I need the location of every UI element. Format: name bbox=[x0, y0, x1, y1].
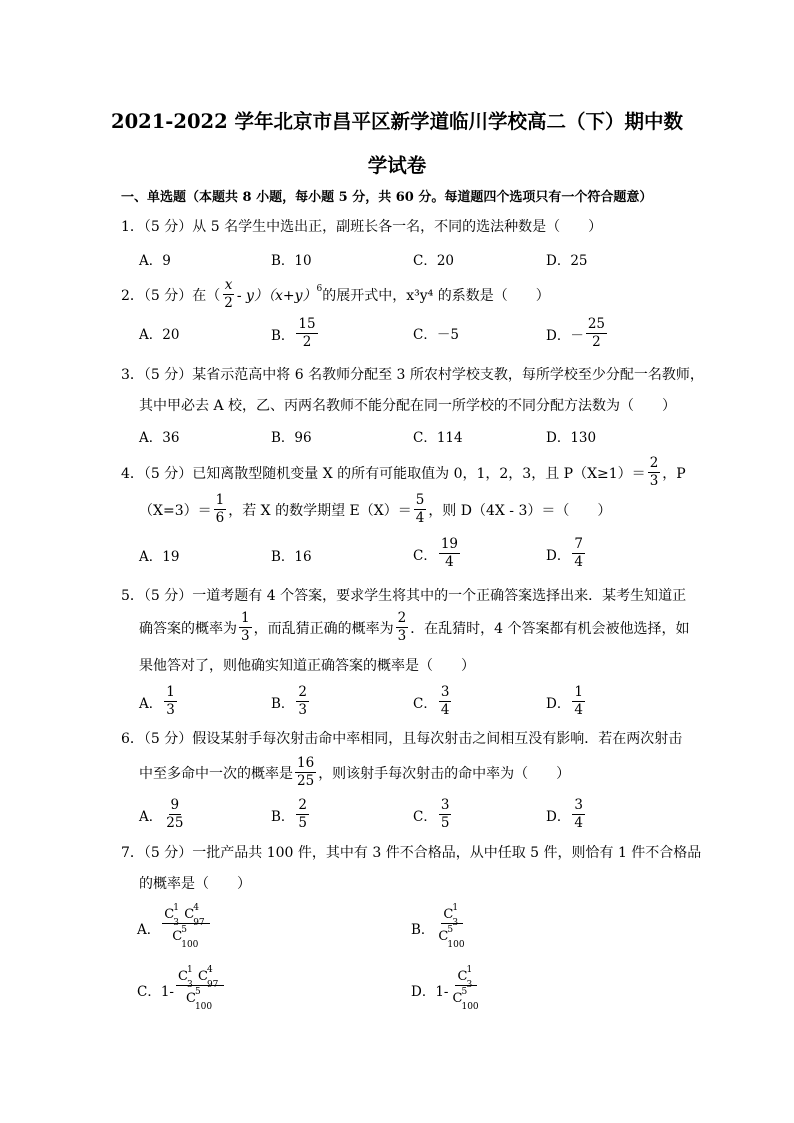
q7-d-fraction: C 1 3 C 5 100 bbox=[452, 965, 479, 1012]
q7-b-fraction: C 1 3 C 5 100 bbox=[438, 903, 465, 950]
q1-option-c: C．20 bbox=[413, 253, 455, 269]
title-line-2: 学试卷 bbox=[367, 154, 427, 177]
q4-option-a: A．19 bbox=[139, 549, 180, 565]
page-title bbox=[90, 100, 704, 188]
q1-option-a: A．9 bbox=[139, 253, 171, 269]
q5-option-d: D． $\frac{1}{4}$ bbox=[546, 684, 583, 718]
q1-option-b: B．10 bbox=[271, 253, 312, 269]
q1-option-d: D．25 bbox=[546, 253, 588, 269]
question-6-line-1: 6．（5 分）假设某射手每次射击命中率相同，且每次射击之间相互没有影响．若在两次射击 bbox=[121, 731, 683, 747]
question-7-line-1: 7．（5 分）一批产品共 100 件，其中有 3 件不合格品，从中任取 5 件，则恰有 1 件不合格品 bbox=[121, 845, 702, 861]
q2-option-d: D．－ $\frac{25}{2}$ bbox=[546, 316, 606, 350]
q4-option-c: C． $\frac{19}{4}$ bbox=[413, 536, 459, 570]
title-line-1: 2021-2022 学年北京市昌平区新学道临川学校高二（下）期中数 bbox=[111, 110, 683, 133]
q7-option-a: A． C 1 3 C 4 97 C 5 100 bbox=[137, 902, 212, 953]
question-4-line-2: （X=3）＝ $\frac{1}{6}$ ，若 X 的数学期望 E（X）＝ $\frac{5}{4}$ ，则 D（4X - 3）＝（ ） bbox=[139, 492, 612, 526]
q4-option-d: D． $\frac{7}{4}$ bbox=[546, 536, 583, 570]
q7-c-fraction: C 1 3 C 4 97 C 5 100 bbox=[176, 964, 224, 1015]
question-4-line-1: 4．（5 分）已知离散型随机变量 X 的所有可能取值为 0，1，2，3，且 P（X≥1）＝ $\frac{2}{3}$ ，P bbox=[121, 455, 686, 489]
question-3-line-1: 3．（5 分）某省示范高中将 6 名教师分配至 3 所农村学校支教，每所学校至少分配一名教师， bbox=[121, 367, 704, 383]
q3-option-b: B．96 bbox=[271, 430, 312, 446]
q7-option-d: D．1- C 1 3 C 5 100 bbox=[411, 964, 484, 1015]
q3-option-d: D．130 bbox=[546, 430, 597, 446]
question-5-line-3: 果他答对了，则他确实知道正确答案的概率是（ ） bbox=[139, 658, 475, 674]
q3-option-a: A．36 bbox=[139, 430, 180, 446]
q7-option-c: C．1- C 1 3 C 4 97 C 5 100 bbox=[137, 964, 226, 1015]
q7-option-b: B． C 1 3 C 5 100 bbox=[411, 902, 470, 953]
question-3-line-2: 其中甲必去 A 校，乙、丙两名教师不能分配在同一所学校的不同分配方法数为（ ） bbox=[139, 398, 677, 414]
q7-a-fraction: C 1 3 C 4 97 C 5 100 bbox=[162, 902, 210, 953]
q6-option-d: D． $\frac{3}{4}$ bbox=[546, 797, 583, 831]
q6-option-c: C． $\frac{3}{5}$ bbox=[413, 797, 450, 831]
q4-option-b: B．16 bbox=[271, 549, 312, 565]
question-6-line-2: 中至多命中一次的概率是 $\frac{16}{25}$ ，则该射手每次射击的命中率为（ ） bbox=[139, 755, 571, 789]
question-7-line-2: 的概率是（ ） bbox=[139, 876, 251, 892]
q6-option-a: A． $\frac{9}{25}$ bbox=[139, 797, 184, 831]
q6-option-b: B． $\frac{2}{5}$ bbox=[271, 797, 308, 831]
section-heading: 一、单选题（本题共 8 小题，每小题 5 分，共 60 分。每道题四个选项只有一个符合题意） bbox=[121, 190, 653, 205]
question-5-line-2: 确答案的概率为 $\frac{1}{3}$ ，而乱猜正确的概率为 $\frac{2}{3}$ ．在乱猜时，4 个答案都有机会被他选择，如 bbox=[139, 610, 690, 644]
q5-option-a: A． $\frac{1}{3}$ bbox=[139, 684, 175, 718]
q5-option-b: B． $\frac{2}{3}$ bbox=[271, 684, 308, 718]
q3-option-c: C．114 bbox=[413, 430, 463, 446]
q2-option-b: B． $\frac{15}{2}$ bbox=[271, 316, 316, 350]
q2-option-a: A．20 bbox=[139, 327, 180, 343]
question-2-stem: 2．（5 分）在（ $\frac{x}{2}$ - y）（x+y） $^6$ 的展开式中，x³y⁴ 的系数是（ ） bbox=[121, 277, 550, 311]
q2-option-c: C．－5 bbox=[413, 327, 459, 343]
q2-fraction-x-over-2: $\frac{x}{2}$ bbox=[224, 277, 233, 311]
q5-option-c: C． $\frac{3}{4}$ bbox=[413, 684, 450, 718]
question-5-line-1: 5．（5 分）一道考题有 4 个答案，要求学生将其中的一个正确答案选择出来．某考生知道正 bbox=[121, 588, 687, 604]
question-1-stem: 1．（5 分）从 5 名学生中选出正，副班长各一名，不同的选法种数是（ ） bbox=[121, 219, 603, 235]
